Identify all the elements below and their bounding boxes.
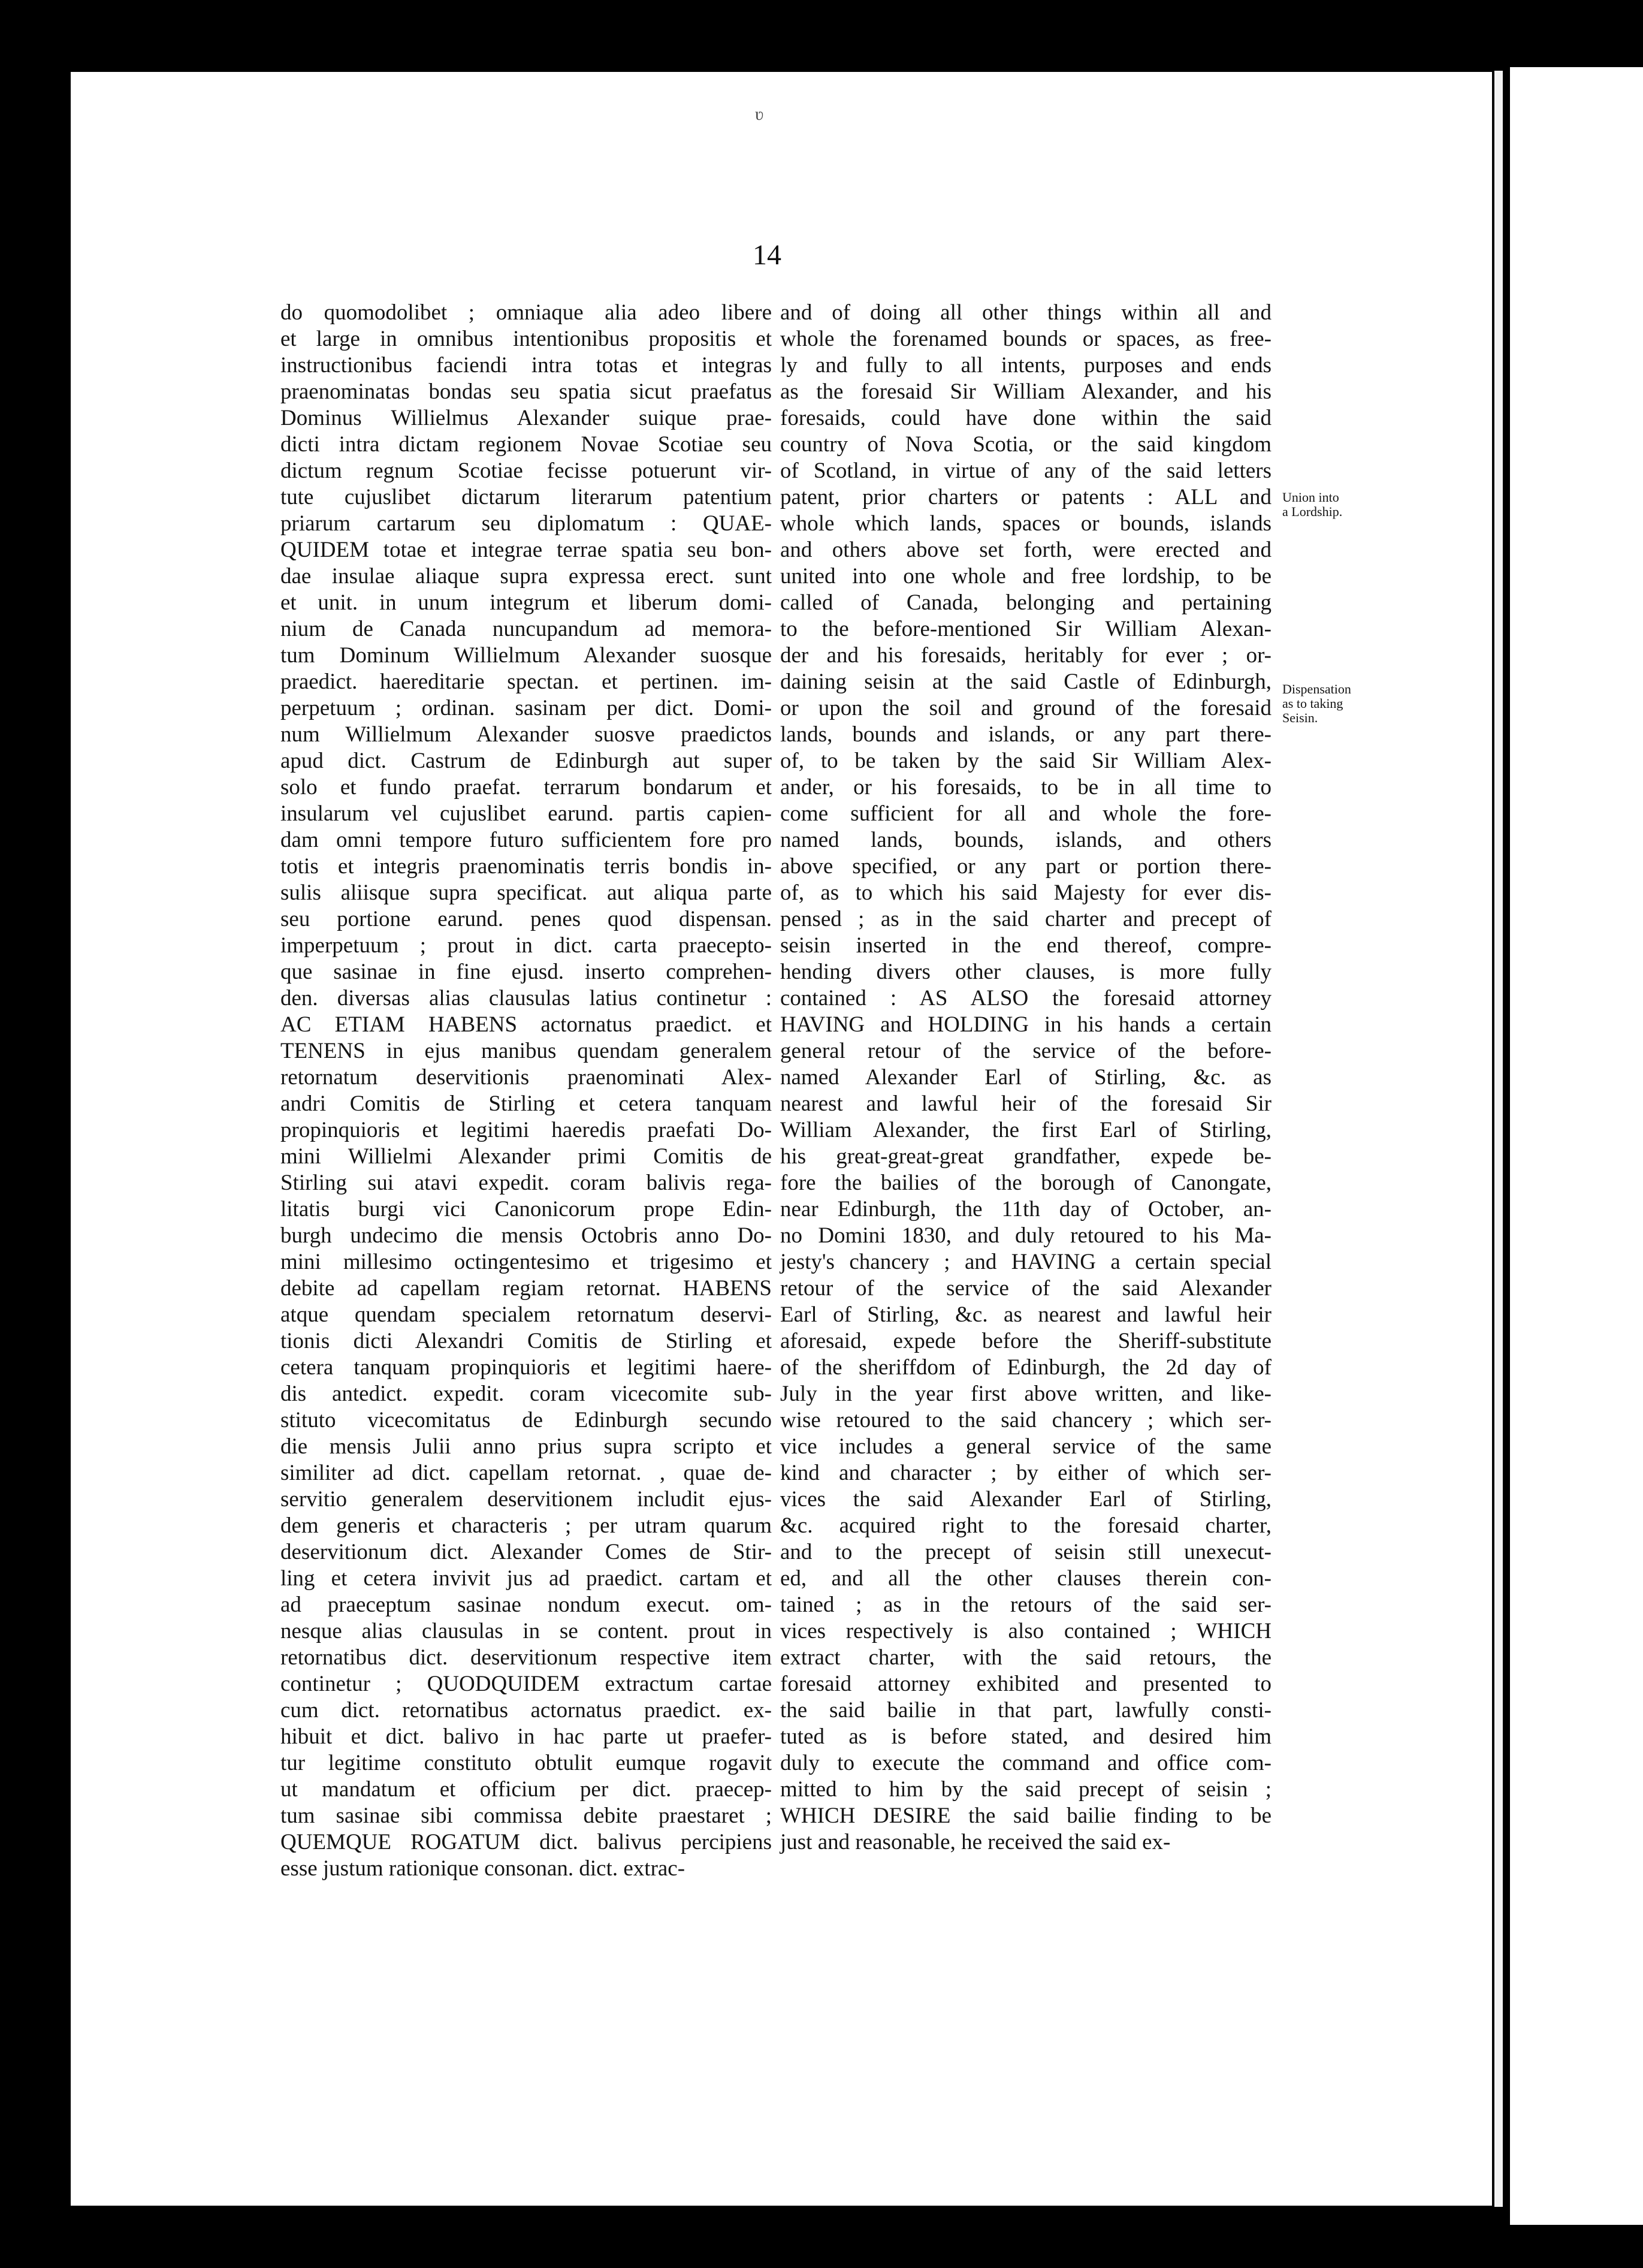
text-line: come sufficient for all and whole the fore- bbox=[780, 801, 1271, 826]
text-line: mini Willielmi Alexander primi Comitis de bbox=[280, 1144, 772, 1169]
text-line: nium de Canada nuncupandum ad memora- bbox=[280, 617, 772, 641]
text-line: perpetuum ; ordinan. sasinam per dict. Domi- bbox=[280, 696, 772, 720]
text-line: Dominus Willielmus Alexander suique prae- bbox=[280, 406, 772, 430]
text-line: whole which lands, spaces or bounds, islands bbox=[780, 511, 1271, 536]
text-line: of, as to which his said Majesty for ever dis- bbox=[780, 880, 1271, 905]
text-line: QUIDEM totae et integrae terrae spatia seu bon- bbox=[280, 538, 772, 562]
text-line: et unit. in unum integrum et liberum domi- bbox=[280, 590, 772, 615]
adjacent-page bbox=[1510, 67, 1643, 2225]
text-line: above specified, or any part or portion there- bbox=[780, 854, 1271, 879]
text-line: tained ; as in the retours of the said ser- bbox=[780, 1593, 1271, 1617]
text-line: vice includes a general service of the same bbox=[780, 1434, 1271, 1459]
text-line: dis antedict. expedit. coram vicecomite sub- bbox=[280, 1382, 772, 1406]
text-line: near Edinburgh, the 11th day of October, an- bbox=[780, 1197, 1271, 1222]
text-line: jesty's chancery ; and HAVING a certain special bbox=[780, 1250, 1271, 1274]
text-line: daining seisin at the said Castle of Edinburgh, bbox=[780, 669, 1271, 694]
text-line: and others above set forth, were erected and bbox=[780, 538, 1271, 562]
text-line: tum sasinae sibi commissa debite praestaret ; bbox=[280, 1803, 772, 1828]
text-line: AC ETIAM HABENS actornatus praedict. et bbox=[280, 1012, 772, 1037]
text-line: WHICH DESIRE the said bailie finding to be bbox=[780, 1803, 1271, 1828]
text-line: July in the year first above written, and like- bbox=[780, 1382, 1271, 1406]
text-line: priarum cartarum seu diplomatum : QUAE- bbox=[280, 511, 772, 536]
text-line: tionis dicti Alexandri Comitis de Stirling et bbox=[280, 1329, 772, 1353]
text-line: tur legitime constituto obtulit eumque rogavit bbox=[280, 1751, 772, 1775]
text-line: hibuit et dict. balivo in hac parte ut praefer- bbox=[280, 1724, 772, 1749]
text-line: den. diversas alias clausulas latius continetur : bbox=[280, 986, 772, 1011]
text-line: fore the bailies of the borough of Canongate, bbox=[780, 1171, 1271, 1195]
text-line: litatis burgi vici Canonicorum prope Edin- bbox=[280, 1197, 772, 1222]
margin-note-line: Union into bbox=[1282, 490, 1339, 505]
text-line: the said bailie in that part, lawfully consti- bbox=[780, 1698, 1271, 1723]
text-line: patent, prior charters or patents : ALL and bbox=[780, 485, 1271, 509]
text-line: retour of the service of the said Alexander bbox=[780, 1276, 1271, 1301]
text-line: stituto vicecomitatus de Edinburgh secundo bbox=[280, 1408, 772, 1432]
text-line: der and his foresaids, heritably for ever ; or- bbox=[780, 643, 1271, 668]
text-line: mini millesimo octingentesimo et trigesimo et bbox=[280, 1250, 772, 1274]
margin-note-line: Dispensation bbox=[1282, 681, 1351, 696]
text-line: tuted as is before stated, and desired him bbox=[780, 1724, 1271, 1749]
text-line: foresaids, could have done within the said bbox=[780, 406, 1271, 430]
text-line: united into one whole and free lordship, to be bbox=[780, 564, 1271, 589]
text-line: deservitionum dict. Alexander Comes de Stir- bbox=[280, 1540, 772, 1564]
text-line: hending divers other clauses, is more fully bbox=[780, 960, 1271, 984]
text-line: and to the precept of seisin still unexecut- bbox=[780, 1540, 1271, 1564]
text-line: just and reasonable, he received the said ex- bbox=[780, 1830, 1171, 1854]
text-line: cetera tanquam propinquioris et legitimi haere- bbox=[280, 1355, 772, 1380]
text-line: aforesaid, expede before the Sheriff-substitute bbox=[780, 1329, 1271, 1353]
margin-note-union bbox=[1282, 490, 1390, 519]
text-line: or upon the soil and ground of the foresaid bbox=[780, 696, 1271, 720]
text-line: seu portione earund. penes quod dispensan. bbox=[280, 907, 772, 931]
text-line: duly to execute the command and office com- bbox=[780, 1751, 1271, 1775]
text-line: nesque alias clausulas in se content. prout in bbox=[280, 1619, 772, 1643]
text-line: of Scotland, in virtue of any of the said letters bbox=[780, 459, 1271, 483]
text-line: seisin inserted in the end thereof, compre- bbox=[780, 933, 1271, 958]
text-line: mitted to him by the said precept of seisin ; bbox=[780, 1777, 1271, 1802]
text-line: insularum vel cujuslibet earund. partis capien- bbox=[280, 801, 772, 826]
text-line: similiter ad dict. capellam retornat. , quae de- bbox=[280, 1461, 772, 1485]
english-text-column bbox=[780, 300, 1271, 1856]
page-number: 14 bbox=[753, 239, 781, 271]
text-line: dem generis et characteris ; per utram quarum bbox=[280, 1513, 772, 1538]
text-line: que sasinae in fine ejusd. inserto comprehen- bbox=[280, 960, 772, 984]
text-line: ed, and all the other clauses therein con- bbox=[780, 1566, 1271, 1591]
text-line: continetur ; QUODQUIDEM extractum cartae bbox=[280, 1672, 772, 1696]
text-line: foresaid attorney exhibited and presented to bbox=[780, 1672, 1271, 1696]
text-line: no Domini 1830, and duly retoured to his Ma- bbox=[780, 1223, 1271, 1248]
text-line: et large in omnibus intentionibus propositis et bbox=[280, 327, 772, 351]
text-line: to the before-mentioned Sir William Alexan- bbox=[780, 617, 1271, 641]
text-line: servitio generalem deservitionem includit ejus- bbox=[280, 1487, 772, 1512]
text-line: atque quendam specialem retornatum deservi- bbox=[280, 1302, 772, 1327]
text-line: retornatibus dict. deservitionum respective item bbox=[280, 1645, 772, 1670]
text-line: lands, bounds and islands, or any part there- bbox=[780, 722, 1271, 747]
text-line: vices the said Alexander Earl of Stirling, bbox=[780, 1487, 1271, 1512]
text-line: his great-great-great grandfather, expede be- bbox=[780, 1144, 1271, 1169]
margin-note-line: a Lordship. bbox=[1282, 504, 1343, 519]
text-line: burgh undecimo die mensis Octobris anno Do- bbox=[280, 1223, 772, 1248]
text-line: dae insulae aliaque supra expressa erect. sunt bbox=[280, 564, 772, 589]
text-line: called of Canada, belonging and pertaining bbox=[780, 590, 1271, 615]
text-line: num Willielmum Alexander suosve praedictos bbox=[280, 722, 772, 747]
text-line: HAVING and HOLDING in his hands a certain bbox=[780, 1012, 1271, 1037]
text-line: dam omni tempore futuro sufficientem fore pro bbox=[280, 828, 772, 852]
text-line: of the sheriffdom of Edinburgh, the 2d day of bbox=[780, 1355, 1271, 1380]
text-line: of, to be taken by the said Sir William Alex- bbox=[780, 749, 1271, 773]
page-edge bbox=[1494, 71, 1503, 2207]
text-line: esse justum rationique consonan. dict. extrac- bbox=[280, 1856, 685, 1881]
text-line: &c. acquired right to the foresaid charter, bbox=[780, 1513, 1271, 1538]
text-line: country of Nova Scotia, or the said kingdom bbox=[780, 432, 1271, 457]
text-line: William Alexander, the first Earl of Stirling, bbox=[780, 1118, 1271, 1142]
text-line: retornatum deservitionis praenominati Alex- bbox=[280, 1065, 772, 1090]
ornament-mark: ʋ bbox=[755, 104, 764, 124]
text-line: Earl of Stirling, &c. as nearest and lawful heir bbox=[780, 1302, 1271, 1327]
text-line: contained : AS ALSO the foresaid attorney bbox=[780, 986, 1271, 1011]
text-line: propinquioris et legitimi haeredis praefati Do- bbox=[280, 1118, 772, 1142]
text-line: debite ad capellam regiam retornat. HABENS bbox=[280, 1276, 772, 1301]
latin-text-column bbox=[280, 300, 772, 1882]
text-line: praedict. haereditarie spectan. et pertinen. im- bbox=[280, 669, 772, 694]
text-line: ander, or his foresaids, to be in all time to bbox=[780, 775, 1271, 800]
text-line: as the foresaid Sir William Alexander, and his bbox=[780, 379, 1271, 404]
text-line: ling et cetera invivit jus ad praedict. cartam et bbox=[280, 1566, 772, 1591]
text-line: totis et integris praenominatis terris bondis in- bbox=[280, 854, 772, 879]
text-line: tute cujuslibet dictarum literarum patentium bbox=[280, 485, 772, 509]
text-line: vices respectively is also contained ; WHICH bbox=[780, 1619, 1271, 1643]
text-line: sulis aliisque supra specificat. aut aliqua parte bbox=[280, 880, 772, 905]
text-line: imperpetuum ; prout in dict. carta praecepto- bbox=[280, 933, 772, 958]
text-line: praenominatas bondas seu spatia sicut praefatus bbox=[280, 379, 772, 404]
text-line: solo et fundo praefat. terrarum bondarum et bbox=[280, 775, 772, 800]
text-line: kind and character ; by either of which ser- bbox=[780, 1461, 1271, 1485]
text-line: extract charter, with the said retours, the bbox=[780, 1645, 1271, 1670]
text-line: apud dict. Castrum de Edinburgh aut super bbox=[280, 749, 772, 773]
text-line: dicti intra dictam regionem Novae Scotiae seu bbox=[280, 432, 772, 457]
text-line: pensed ; as in the said charter and precept of bbox=[780, 907, 1271, 931]
margin-note-line: Seisin. bbox=[1282, 710, 1318, 725]
text-line: and of doing all other things within all and bbox=[780, 300, 1271, 325]
margin-note-dispensation bbox=[1282, 682, 1390, 725]
text-line: andri Comitis de Stirling et cetera tanquam bbox=[280, 1091, 772, 1116]
text-line: nearest and lawful heir of the foresaid Sir bbox=[780, 1091, 1271, 1116]
text-line: tum Dominum Willielmum Alexander suosque bbox=[280, 643, 772, 668]
text-line: ut mandatum et officium per dict. praecep- bbox=[280, 1777, 772, 1802]
text-line: QUEMQUE ROGATUM dict. balivus percipiens bbox=[280, 1830, 772, 1854]
text-line: ly and fully to all intents, purposes and ends bbox=[780, 353, 1271, 378]
text-line: cum dict. retornatibus actornatus praedict. ex- bbox=[280, 1698, 772, 1723]
text-line: named Alexander Earl of Stirling, &c. as bbox=[780, 1065, 1271, 1090]
margin-note-line: as to taking bbox=[1282, 696, 1343, 711]
text-line: TENENS in ejus manibus quendam generalem bbox=[280, 1039, 772, 1063]
text-line: Stirling sui atavi expedit. coram balivis rega- bbox=[280, 1171, 772, 1195]
text-line: named lands, bounds, islands, and others bbox=[780, 828, 1271, 852]
text-line: instructionibus faciendi intra totas et integras bbox=[280, 353, 772, 378]
text-line: ad praeceptum sasinae nondum execut. om- bbox=[280, 1593, 772, 1617]
text-line: whole the forenamed bounds or spaces, as free- bbox=[780, 327, 1271, 351]
text-line: do quomodolibet ; omniaque alia adeo libere bbox=[280, 300, 772, 325]
text-line: wise retoured to the said chancery ; which ser- bbox=[780, 1408, 1271, 1432]
text-line: general retour of the service of the before- bbox=[780, 1039, 1271, 1063]
text-line: dictum regnum Scotiae fecisse potuerunt vir- bbox=[280, 459, 772, 483]
text-line: die mensis Julii anno prius supra scripto et bbox=[280, 1434, 772, 1459]
